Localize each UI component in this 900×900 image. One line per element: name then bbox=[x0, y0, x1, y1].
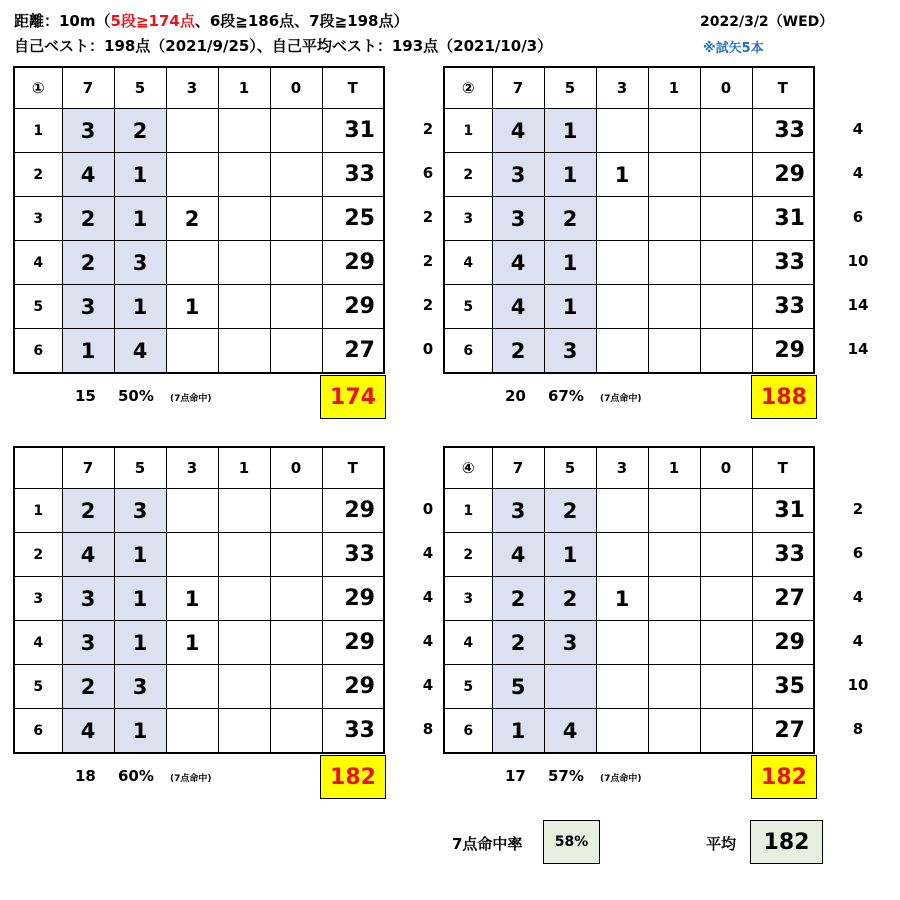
count-c1 bbox=[218, 709, 270, 754]
count-c7: 3 bbox=[492, 197, 544, 241]
table-row bbox=[14, 665, 384, 709]
count-c1 bbox=[648, 665, 700, 709]
count-c0 bbox=[700, 153, 752, 197]
side-value: 2 bbox=[422, 208, 434, 226]
hit-percent: 67% bbox=[548, 387, 584, 405]
hit-percent: 50% bbox=[118, 387, 154, 405]
side-value: 0 bbox=[422, 340, 434, 358]
round-label bbox=[14, 447, 62, 489]
side-value: 10 bbox=[847, 252, 869, 270]
count-c5: 3 bbox=[114, 665, 166, 709]
score-table-1 bbox=[13, 66, 385, 374]
round-score: 182 bbox=[751, 755, 817, 799]
table-row bbox=[14, 153, 384, 197]
end-number: 1 bbox=[14, 109, 62, 153]
column-header-5: 5 bbox=[114, 447, 166, 489]
column-header-5: 5 bbox=[544, 447, 596, 489]
hit-count: 20 bbox=[505, 387, 526, 405]
end-number: 2 bbox=[444, 153, 492, 197]
count-c1 bbox=[218, 489, 270, 533]
end-total: 29 bbox=[322, 489, 384, 533]
end-number: 5 bbox=[14, 665, 62, 709]
table-row bbox=[14, 621, 384, 665]
side-value: 2 bbox=[422, 252, 434, 270]
column-header-T: T bbox=[322, 447, 384, 489]
column-header-T: T bbox=[752, 447, 814, 489]
count-c0 bbox=[270, 109, 322, 153]
count-c0 bbox=[700, 109, 752, 153]
side-value: 4 bbox=[422, 544, 434, 562]
side-value: 2 bbox=[422, 120, 434, 138]
column-header-1: 1 bbox=[648, 67, 700, 109]
score-table-4 bbox=[443, 446, 815, 754]
end-number: 6 bbox=[444, 709, 492, 754]
count-c3 bbox=[166, 109, 218, 153]
table-row bbox=[444, 621, 814, 665]
end-number: 5 bbox=[444, 665, 492, 709]
count-c0 bbox=[270, 621, 322, 665]
count-c7: 4 bbox=[492, 109, 544, 153]
end-total: 33 bbox=[752, 533, 814, 577]
column-header-1: 1 bbox=[648, 447, 700, 489]
column-header-5: 5 bbox=[544, 67, 596, 109]
end-total: 33 bbox=[322, 709, 384, 754]
count-c7: 2 bbox=[492, 621, 544, 665]
score-table-2 bbox=[443, 66, 815, 374]
column-header-T: T bbox=[322, 67, 384, 109]
distance-prefix: 距離：10m（ bbox=[14, 12, 111, 30]
column-header-0: 0 bbox=[270, 67, 322, 109]
count-c0 bbox=[270, 533, 322, 577]
end-total: 33 bbox=[322, 533, 384, 577]
count-c3 bbox=[596, 241, 648, 285]
count-c1 bbox=[218, 533, 270, 577]
end-number: 3 bbox=[14, 197, 62, 241]
round-label: ② bbox=[444, 67, 492, 109]
column-header-3: 3 bbox=[166, 67, 218, 109]
distance-suffix: 、6段≧186点、7段≧198点） bbox=[194, 12, 409, 30]
count-c5: 2 bbox=[114, 109, 166, 153]
count-c0 bbox=[270, 489, 322, 533]
round-score: 174 bbox=[320, 375, 386, 419]
average-label: 平均 bbox=[706, 835, 737, 853]
end-number: 5 bbox=[14, 285, 62, 329]
count-c5: 1 bbox=[114, 285, 166, 329]
count-c3 bbox=[596, 533, 648, 577]
end-number: 1 bbox=[444, 489, 492, 533]
count-c7: 4 bbox=[492, 533, 544, 577]
count-c0 bbox=[270, 241, 322, 285]
count-c5: 1 bbox=[114, 153, 166, 197]
hit-rate-value: 58% bbox=[543, 820, 600, 864]
count-c3 bbox=[166, 665, 218, 709]
side-value: 4 bbox=[852, 164, 864, 182]
table-row bbox=[444, 329, 814, 374]
column-header-3: 3 bbox=[596, 447, 648, 489]
count-c7: 3 bbox=[492, 489, 544, 533]
end-number: 2 bbox=[14, 533, 62, 577]
column-header-T: T bbox=[752, 67, 814, 109]
count-c0 bbox=[700, 709, 752, 754]
count-c1 bbox=[648, 153, 700, 197]
count-c3: 1 bbox=[166, 621, 218, 665]
table-row bbox=[444, 153, 814, 197]
count-c3: 1 bbox=[596, 577, 648, 621]
count-c7: 4 bbox=[62, 153, 114, 197]
end-total: 33 bbox=[752, 285, 814, 329]
table-row bbox=[444, 241, 814, 285]
end-number: 1 bbox=[14, 489, 62, 533]
table-row bbox=[444, 489, 814, 533]
table-row bbox=[14, 241, 384, 285]
count-c3 bbox=[166, 533, 218, 577]
side-value: 6 bbox=[422, 164, 434, 182]
column-header-0: 0 bbox=[700, 447, 752, 489]
side-value: 8 bbox=[852, 720, 864, 738]
column-header-7: 7 bbox=[492, 447, 544, 489]
count-c7: 2 bbox=[492, 577, 544, 621]
table-row bbox=[444, 109, 814, 153]
count-c0 bbox=[700, 621, 752, 665]
count-c5: 2 bbox=[544, 489, 596, 533]
count-c1 bbox=[218, 329, 270, 374]
count-c5: 1 bbox=[114, 621, 166, 665]
count-c1 bbox=[218, 621, 270, 665]
end-number: 3 bbox=[444, 197, 492, 241]
table-row bbox=[444, 665, 814, 709]
count-c1 bbox=[218, 665, 270, 709]
score-table-3 bbox=[13, 446, 385, 754]
end-total: 27 bbox=[322, 329, 384, 374]
end-total: 33 bbox=[752, 109, 814, 153]
column-header-3: 3 bbox=[596, 67, 648, 109]
count-c1 bbox=[648, 489, 700, 533]
round-score: 182 bbox=[320, 755, 386, 799]
count-c1 bbox=[218, 197, 270, 241]
end-number: 4 bbox=[444, 621, 492, 665]
end-number: 5 bbox=[444, 285, 492, 329]
session-date: 2022/3/2（WED） bbox=[700, 14, 834, 30]
end-number: 4 bbox=[14, 241, 62, 285]
end-total: 29 bbox=[322, 241, 384, 285]
hit-rate-label: 7点命中率 bbox=[452, 835, 523, 853]
count-c3: 2 bbox=[166, 197, 218, 241]
count-c0 bbox=[270, 329, 322, 374]
count-c3 bbox=[166, 489, 218, 533]
count-c3 bbox=[166, 153, 218, 197]
count-c7: 2 bbox=[62, 241, 114, 285]
count-c0 bbox=[270, 197, 322, 241]
end-total: 29 bbox=[322, 621, 384, 665]
count-c7: 5 bbox=[492, 665, 544, 709]
end-total: 29 bbox=[322, 665, 384, 709]
end-total: 29 bbox=[322, 577, 384, 621]
count-c5: 3 bbox=[544, 621, 596, 665]
count-c7: 2 bbox=[62, 665, 114, 709]
count-c1 bbox=[648, 709, 700, 754]
end-number: 2 bbox=[14, 153, 62, 197]
count-c5: 1 bbox=[544, 533, 596, 577]
table-row bbox=[444, 285, 814, 329]
side-value: 4 bbox=[852, 632, 864, 650]
end-number: 2 bbox=[444, 533, 492, 577]
count-c3 bbox=[166, 329, 218, 374]
count-c1 bbox=[648, 329, 700, 374]
hit-percent-note: (7点命中) bbox=[170, 774, 212, 784]
end-total: 29 bbox=[752, 621, 814, 665]
side-value: 14 bbox=[847, 296, 869, 314]
end-total: 27 bbox=[752, 709, 814, 754]
column-header-1: 1 bbox=[218, 447, 270, 489]
side-value: 8 bbox=[422, 720, 434, 738]
count-c3: 1 bbox=[166, 285, 218, 329]
count-c5: 1 bbox=[544, 285, 596, 329]
count-c3 bbox=[166, 241, 218, 285]
count-c7: 4 bbox=[62, 709, 114, 754]
end-number: 6 bbox=[14, 709, 62, 754]
hit-percent-note: (7点命中) bbox=[170, 394, 212, 404]
hit-count: 18 bbox=[75, 767, 96, 785]
end-total: 33 bbox=[752, 241, 814, 285]
hit-count: 15 bbox=[75, 387, 96, 405]
end-number: 4 bbox=[14, 621, 62, 665]
count-c0 bbox=[700, 533, 752, 577]
count-c1 bbox=[648, 197, 700, 241]
count-c1 bbox=[218, 577, 270, 621]
personal-best-line: 自己ベスト：198点（2021/9/25）、自己平均ベスト：193点（2021/10/3） bbox=[14, 37, 553, 55]
table-row bbox=[14, 329, 384, 374]
count-c7: 3 bbox=[62, 285, 114, 329]
count-c5: 3 bbox=[114, 241, 166, 285]
hit-percent-note: (7点命中) bbox=[600, 394, 642, 404]
side-value: 4 bbox=[422, 632, 434, 650]
count-c5: 1 bbox=[544, 241, 596, 285]
table-row bbox=[444, 709, 814, 754]
distance-header bbox=[14, 10, 408, 31]
count-c1 bbox=[648, 241, 700, 285]
side-value: 0 bbox=[422, 500, 434, 518]
table-row bbox=[444, 533, 814, 577]
hit-percent: 57% bbox=[548, 767, 584, 785]
column-header-3: 3 bbox=[166, 447, 218, 489]
count-c5: 1 bbox=[114, 577, 166, 621]
count-c0 bbox=[700, 577, 752, 621]
count-c5: 2 bbox=[544, 197, 596, 241]
column-header-0: 0 bbox=[700, 67, 752, 109]
count-c5: 4 bbox=[114, 329, 166, 374]
warmup-note: ※試矢5本 bbox=[703, 41, 764, 56]
end-total: 31 bbox=[752, 489, 814, 533]
column-header-1: 1 bbox=[218, 67, 270, 109]
count-c5: 1 bbox=[114, 197, 166, 241]
count-c5: 2 bbox=[544, 577, 596, 621]
count-c0 bbox=[700, 329, 752, 374]
count-c0 bbox=[700, 489, 752, 533]
count-c7: 4 bbox=[492, 241, 544, 285]
end-total: 31 bbox=[752, 197, 814, 241]
end-total: 27 bbox=[752, 577, 814, 621]
table-row bbox=[444, 197, 814, 241]
count-c3 bbox=[596, 709, 648, 754]
hit-percent-note: (7点命中) bbox=[600, 774, 642, 784]
table-row bbox=[14, 489, 384, 533]
count-c5: 3 bbox=[114, 489, 166, 533]
count-c3: 1 bbox=[166, 577, 218, 621]
count-c7: 4 bbox=[492, 285, 544, 329]
column-header-7: 7 bbox=[492, 67, 544, 109]
side-value: 2 bbox=[422, 296, 434, 314]
end-number: 6 bbox=[444, 329, 492, 374]
table-row bbox=[14, 709, 384, 754]
end-total: 25 bbox=[322, 197, 384, 241]
count-c3 bbox=[596, 329, 648, 374]
count-c3 bbox=[166, 709, 218, 754]
count-c0 bbox=[700, 285, 752, 329]
end-total: 33 bbox=[322, 153, 384, 197]
count-c7: 2 bbox=[62, 489, 114, 533]
dan5-threshold: 5段≧174点 bbox=[110, 12, 195, 30]
side-value: 14 bbox=[847, 340, 869, 358]
count-c3 bbox=[596, 109, 648, 153]
count-c0 bbox=[270, 709, 322, 754]
end-number: 3 bbox=[444, 577, 492, 621]
count-c5: 1 bbox=[114, 709, 166, 754]
side-value: 6 bbox=[852, 208, 864, 226]
table-row bbox=[14, 109, 384, 153]
hit-count: 17 bbox=[505, 767, 526, 785]
count-c3 bbox=[596, 197, 648, 241]
count-c1 bbox=[218, 241, 270, 285]
count-c0 bbox=[700, 241, 752, 285]
count-c5: 1 bbox=[544, 153, 596, 197]
count-c3 bbox=[596, 621, 648, 665]
count-c1 bbox=[648, 621, 700, 665]
count-c1 bbox=[648, 533, 700, 577]
count-c0 bbox=[270, 285, 322, 329]
side-value: 4 bbox=[422, 676, 434, 694]
count-c7: 3 bbox=[62, 621, 114, 665]
round-label: ④ bbox=[444, 447, 492, 489]
count-c0 bbox=[270, 665, 322, 709]
count-c7: 1 bbox=[62, 329, 114, 374]
table-row bbox=[14, 197, 384, 241]
count-c1 bbox=[648, 285, 700, 329]
end-total: 35 bbox=[752, 665, 814, 709]
side-value: 6 bbox=[852, 544, 864, 562]
count-c0 bbox=[700, 197, 752, 241]
count-c7: 4 bbox=[62, 533, 114, 577]
count-c5 bbox=[544, 665, 596, 709]
side-value: 2 bbox=[852, 500, 864, 518]
end-total: 29 bbox=[752, 329, 814, 374]
count-c7: 3 bbox=[492, 153, 544, 197]
count-c3: 1 bbox=[596, 153, 648, 197]
end-number: 6 bbox=[14, 329, 62, 374]
end-number: 1 bbox=[444, 109, 492, 153]
end-total: 29 bbox=[322, 285, 384, 329]
count-c7: 2 bbox=[492, 329, 544, 374]
count-c1 bbox=[218, 285, 270, 329]
count-c1 bbox=[218, 153, 270, 197]
table-row bbox=[14, 533, 384, 577]
count-c3 bbox=[596, 489, 648, 533]
side-value: 4 bbox=[852, 120, 864, 138]
side-value: 10 bbox=[847, 676, 869, 694]
count-c5: 4 bbox=[544, 709, 596, 754]
count-c3 bbox=[596, 285, 648, 329]
count-c0 bbox=[270, 153, 322, 197]
count-c0 bbox=[270, 577, 322, 621]
count-c7: 3 bbox=[62, 577, 114, 621]
round-score: 188 bbox=[751, 375, 817, 419]
count-c1 bbox=[648, 577, 700, 621]
end-number: 4 bbox=[444, 241, 492, 285]
count-c1 bbox=[648, 109, 700, 153]
count-c0 bbox=[700, 665, 752, 709]
end-number: 3 bbox=[14, 577, 62, 621]
average-score: 182 bbox=[750, 820, 823, 864]
column-header-5: 5 bbox=[114, 67, 166, 109]
count-c7: 2 bbox=[62, 197, 114, 241]
end-total: 29 bbox=[752, 153, 814, 197]
table-row bbox=[14, 285, 384, 329]
column-header-7: 7 bbox=[62, 67, 114, 109]
count-c3 bbox=[596, 665, 648, 709]
hit-percent: 60% bbox=[118, 767, 154, 785]
column-header-7: 7 bbox=[62, 447, 114, 489]
count-c1 bbox=[218, 109, 270, 153]
count-c7: 1 bbox=[492, 709, 544, 754]
end-total: 31 bbox=[322, 109, 384, 153]
side-value: 4 bbox=[422, 588, 434, 606]
count-c7: 3 bbox=[62, 109, 114, 153]
count-c5: 1 bbox=[544, 109, 596, 153]
table-row bbox=[14, 577, 384, 621]
count-c5: 3 bbox=[544, 329, 596, 374]
table-row bbox=[444, 577, 814, 621]
side-value: 4 bbox=[852, 588, 864, 606]
round-label: ① bbox=[14, 67, 62, 109]
count-c5: 1 bbox=[114, 533, 166, 577]
column-header-0: 0 bbox=[270, 447, 322, 489]
